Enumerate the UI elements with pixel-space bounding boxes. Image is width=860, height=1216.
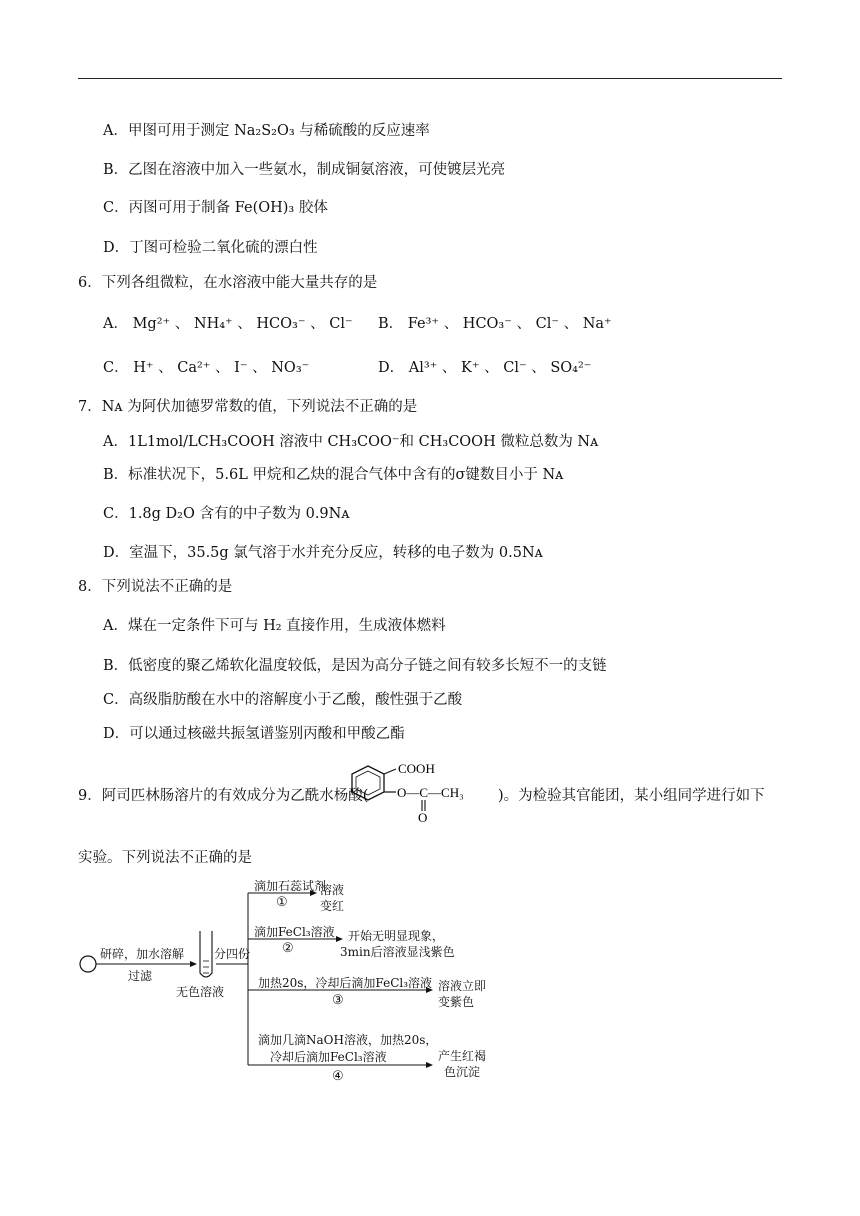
q7-option-a: A．1L1mol/LCH₃COOH 溶液中 CH₃COO⁻和 CH₃COOH 微粒总数为 Nᴀ	[103, 434, 599, 450]
branch1-result1: 溶液	[320, 883, 345, 897]
q6-stem: 6．下列各组微粒，在水溶液中能大量共存的是	[78, 275, 378, 291]
branch2-num: ②	[282, 941, 294, 956]
carbonyl-o-label: O	[418, 810, 428, 824]
split-label: 分四份	[214, 947, 251, 961]
aspirin-structure	[346, 760, 498, 824]
cooh-label: COOH	[398, 761, 435, 776]
branch4-reagent2: 冷却后滴加FeCl₃溶液	[270, 1050, 387, 1064]
q5-option-d: D．丁图可检验二氧化硫的漂白性	[103, 240, 318, 256]
q6-option-c: C． H⁺ 、 Ca²⁺ 、 I⁻ 、 NO₃⁻	[103, 360, 310, 376]
q6-option-d: D． Al³⁺ 、 K⁺ 、 Cl⁻ 、 SO₄²⁻	[378, 360, 592, 376]
step1-top-label: 研碎，加水溶解	[100, 947, 185, 961]
q7-stem: 7．Nᴀ 为阿伏加德罗常数的值，下列说法不正确的是	[78, 399, 418, 415]
q5-option-a: A．甲图可用于测定 Na₂S₂O₃ 与稀硫酸的反应速率	[103, 123, 430, 139]
branch1-reagent: 滴加石蕊试剂	[254, 879, 327, 893]
branch1-num: ①	[276, 895, 288, 910]
q8-option-b: B．低密度的聚乙烯软化温度较低，是因为高分子链之间有较多长短不一的支链	[103, 658, 607, 674]
branch2-reagent: 滴加FeCl₃溶液	[254, 925, 335, 939]
q7-option-b: B．标准状况下，5.6L 甲烷和乙炔的混合气体中含有的σ键数目小于 Nᴀ	[103, 467, 564, 483]
branch3-num: ③	[332, 993, 344, 1008]
q8-option-d: D．可以通过核磁共振氢谱鉴别丙酸和甲酸乙酯	[103, 726, 405, 742]
q8-option-c: C．高级脂肪酸在水中的溶解度小于乙酸，酸性强于乙酸	[103, 692, 463, 708]
branch3-reagent: 加热20s，冷却后滴加FeCl₃溶液	[258, 976, 433, 990]
q7-option-c: C．1.8g D₂O 含有的中子数为 0.9Nᴀ	[103, 506, 350, 522]
q7-option-d: D．室温下，35.5g 氯气溶于水并充分反应，转移的电子数为 0.5Nᴀ	[103, 545, 543, 561]
step1-bottom-label: 过滤	[128, 969, 153, 983]
branch1-result2: 变红	[320, 899, 345, 913]
branch4-num: ④	[332, 1069, 344, 1084]
branch4-result1: 产生红褐	[438, 1049, 487, 1063]
ester-label: O—C—CH₃	[397, 785, 464, 800]
q9-stem-pre: 9．阿司匹林肠溶片的有效成分为乙酰水杨酸(	[78, 788, 369, 804]
branch2-result1: 开始无明显现象，	[348, 929, 445, 943]
q6-option-b: B． Fe³⁺ 、 HCO₃⁻ 、 Cl⁻ 、 Na⁺	[378, 316, 612, 332]
header-rule	[78, 78, 782, 79]
q6-option-a: A． Mg²⁺ 、 NH₄⁺ 、 HCO₃⁻ 、 Cl⁻	[103, 316, 353, 332]
branch4-result2: 色沉淀	[444, 1065, 481, 1079]
q8-option-a: A．煤在一定条件下可与 H₂ 直接作用，生成液体燃料	[103, 618, 446, 634]
q9-stem-post: )。为检验其官能团，某小组同学进行如下	[498, 788, 765, 804]
experiment-flowchart	[78, 873, 508, 1088]
branch3-result2: 变紫色	[438, 995, 475, 1009]
q8-stem: 8．下列说法不正确的是	[78, 579, 233, 595]
branch3-result1: 溶液立即	[438, 979, 487, 993]
branch2-result2: 3min后溶液显浅紫色	[340, 945, 455, 959]
q5-option-c: C．丙图可用于制备 Fe(OH)₃ 胶体	[103, 200, 328, 216]
q5-option-b: B．乙图在溶液中加入一些氨水，制成铜氨溶液，可使镀层光亮	[103, 162, 506, 178]
branch4-reagent: 滴加几滴NaOH溶液，加热20s，	[258, 1033, 438, 1047]
tube-label: 无色溶液	[176, 985, 225, 999]
q9-stem-line2: 实验。下列说法不正确的是	[78, 850, 252, 866]
